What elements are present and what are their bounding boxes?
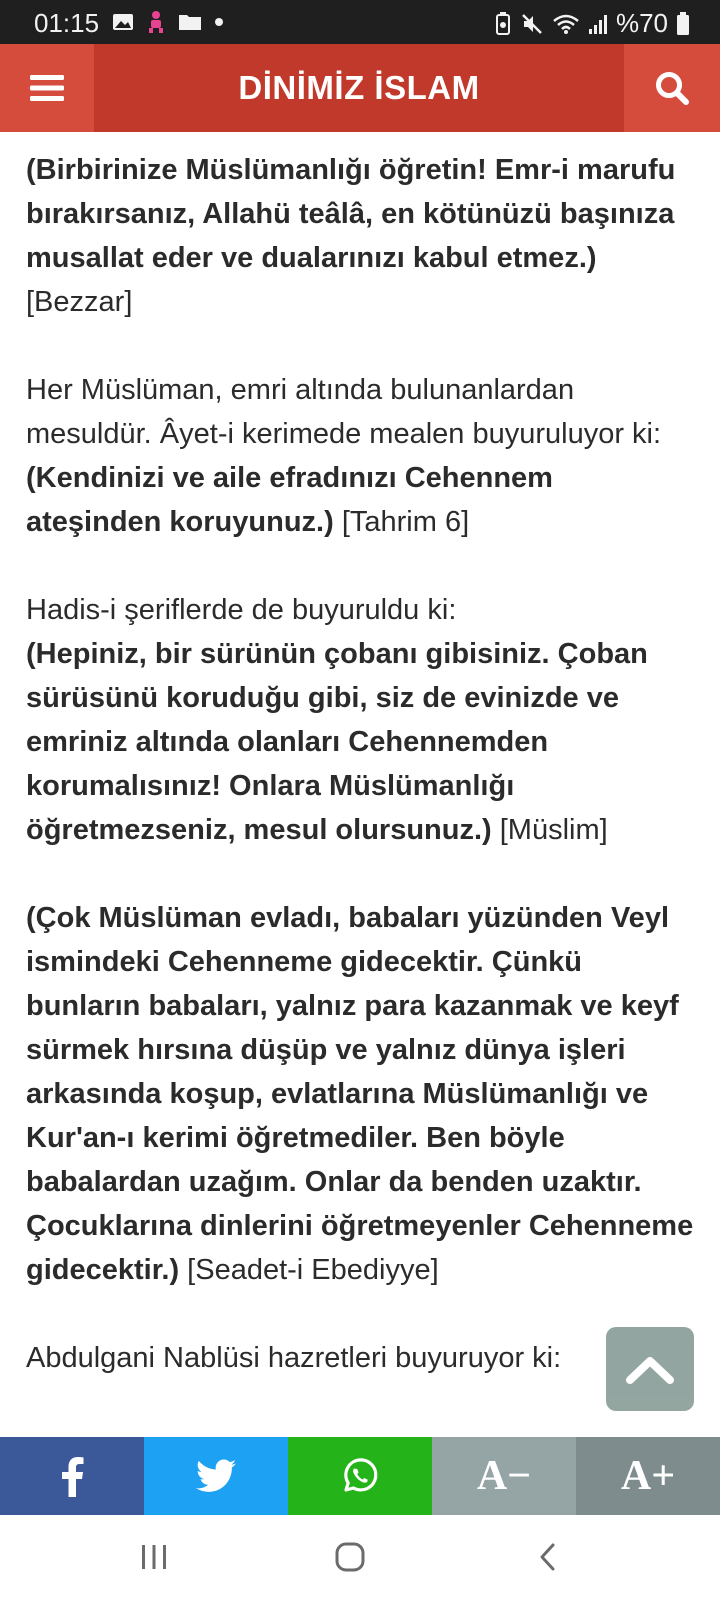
app-title: DİNİMİZ İSLAM [238,69,480,106]
reference: [Seadet-i Ebediyye] [179,1254,439,1286]
menu-button[interactable] [0,44,94,132]
status-left-icons [112,10,224,34]
wifi-icon [552,13,580,35]
quote-text: (Hepiniz, bir sürünün çobanı gibisiniz. Çoban sürüsünü koruduğu gibi, siz de evinizde ve emriniz altında olanları Cehennemden korumalısınız! Onlara Müslümanlığı öğretmezseniz, mesul olursunuz.) [26,638,648,846]
home-icon [334,1541,366,1573]
search-button[interactable] [624,44,720,132]
quote-text: (Birbirinize Müslümanlığı öğretin! Emr-i marufu bırakırsanız, Allahü teâlâ, en kötünüzü başınıza musallat eder ve dualarınızı kabul etmez.) [26,154,676,274]
quote-text: (Çok Müslüman evladı, babaları yüzünden Veyl ismindeki Cehenneme gidecektir. Çünkü bunların babaları, yalnız para kazanmak ve keyf sürmek hırsına düşüp ve yalnız dünya işleri arkasında koşup, evlatlarına Müslümanlığı ve Kur'an-ı kerimi öğretmediler. Ben böyle babalardan uzağım. Onlar da benden uzaktır. Çocuklarına dinlerini öğretmeyenler Cehenneme gidecektir.) [26,902,694,1286]
battery-icon [676,12,690,36]
menu-icon [30,74,64,102]
navigation-bar [0,1515,720,1600]
battery-percent: %70 [615,8,668,38]
paragraph-2 [26,368,696,544]
paragraph-4 [26,896,696,1292]
status-time: 01:15 [34,8,100,38]
font-increase-label: A+ [620,1453,676,1499]
twitter-share-button[interactable] [144,1437,288,1515]
font-decrease-label: A− [476,1453,532,1499]
folder-icon [178,12,202,32]
twitter-icon [196,1459,236,1493]
paragraph-1 [26,148,696,324]
intro-text: Her Müslüman, emri altında bulunanlardan mesuldür. Âyet-i kerimede mealen buyuruluyor ki: [26,374,662,450]
home-button[interactable] [320,1535,380,1579]
chevron-up-icon [625,1353,675,1385]
share-bar [0,1437,720,1515]
intro-text: Abdulgani Nablüsi hazretleri buyuruyor ki: [26,1342,562,1374]
status-bar [0,0,720,44]
image-icon [112,12,134,32]
intro-text: Hadis-i şeriflerde de buyuruldu ki: [26,594,457,626]
recents-button[interactable] [124,1535,184,1579]
reference: [Müslim] [491,814,608,846]
reference: [Tahrim 6] [333,506,470,538]
search-icon [654,70,690,106]
app-icon [146,10,166,34]
battery-saver-icon [494,12,512,36]
facebook-share-button[interactable] [0,1437,144,1515]
reference: [Bezzar] [26,286,133,318]
back-button[interactable] [518,1535,578,1579]
whatsapp-icon [340,1456,380,1496]
whatsapp-share-button[interactable] [288,1437,432,1515]
font-decrease-button[interactable] [432,1437,576,1515]
quote-text: (Kendinizi ve aile efradınızı Cehennem ateşinden koruyunuz.) [26,462,553,538]
signal-icon [588,13,608,35]
status-right [494,8,690,39]
paragraph-3 [26,588,696,852]
mute-icon [520,12,544,36]
article-body [26,148,696,1428]
recents-icon [139,1544,169,1570]
font-increase-button[interactable] [576,1437,720,1515]
scroll-to-top-button[interactable] [606,1327,694,1411]
facebook-icon [60,1455,84,1497]
back-icon [538,1542,558,1572]
dot-icon [214,17,224,27]
app-bar [0,44,720,132]
paragraph-5 [26,1336,696,1380]
